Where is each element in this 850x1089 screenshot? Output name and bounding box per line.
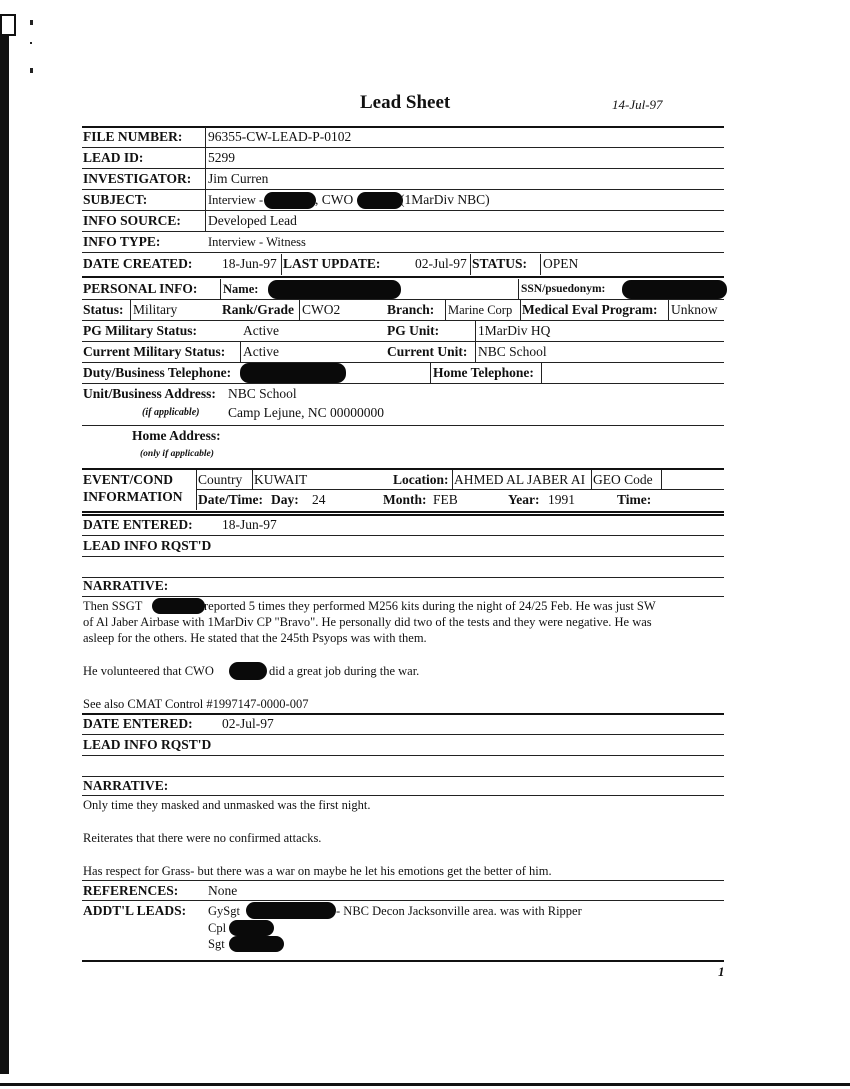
home-tel-label: Home Telephone: <box>433 365 534 380</box>
addtl-leads-label: ADDT'L LEADS: <box>83 903 187 918</box>
info-source-label: INFO SOURCE: <box>83 213 181 228</box>
entry1-rqst-label: LEAD INFO RQST'D <box>83 538 212 553</box>
medical-value: Unknow <box>671 302 718 317</box>
country-label: Country <box>198 472 243 487</box>
lead-id-label: LEAD ID: <box>83 150 144 165</box>
cur-status-label: Current Military Status: <box>83 344 226 359</box>
personal-info-label: PERSONAL INFO: <box>83 281 198 296</box>
entry1-date-value: 18-Jun-97 <box>222 517 277 532</box>
entry2-line2: Reiterates that there were no confirmed attacks. <box>83 831 322 845</box>
info-type-label: INFO TYPE: <box>83 234 161 249</box>
rank-value: CWO2 <box>302 302 341 317</box>
event-label-2: INFORMATION <box>83 489 183 504</box>
branch-value: Marine Corp <box>448 303 513 317</box>
day-label: Day: <box>271 492 299 507</box>
entry1-line1a: Then SSGT <box>83 599 143 613</box>
file-number-value: 96355-CW-LEAD-P-0102 <box>208 129 352 144</box>
if-applicable-note: (if applicable) <box>142 407 200 418</box>
name-label: Name: <box>223 282 259 296</box>
mil-status-label: Status: <box>83 302 124 317</box>
unit-city-value: Camp Lejune, NC 00000000 <box>228 405 384 420</box>
lead-id-value: 5299 <box>208 150 235 165</box>
status-label: STATUS: <box>472 256 528 271</box>
margin-box <box>0 14 16 36</box>
subject-value-b: , CWO <box>315 192 354 207</box>
margin-bracket <box>0 14 19 1074</box>
entry2-line1: Only time they masked and unmasked was the first night. <box>83 798 371 812</box>
redaction-cpl-name <box>229 920 274 936</box>
redaction-gysgt-name <box>246 902 336 919</box>
addtl-line2: Cpl <box>208 921 227 935</box>
medical-label: Medical Eval Program: <box>522 302 658 317</box>
unit-addr-value: NBC School <box>228 386 297 401</box>
entry1-line3: asleep for the others. He stated that the 245th Psyops was with them. <box>83 631 427 645</box>
cur-unit-value: NBC School <box>478 344 547 359</box>
event-label-1: EVENT/COND <box>83 472 174 487</box>
subject-value-c: (1MarDiv NBC) <box>400 192 490 207</box>
mil-status-value: Military <box>133 302 178 317</box>
unit-addr-label: Unit/Business Address: <box>83 386 216 401</box>
subject-label: SUBJECT: <box>83 192 148 207</box>
entry1-line5: See also CMAT Control #1997147-0000-007 <box>83 697 309 711</box>
references-value: None <box>208 883 238 898</box>
addtl-line1a: GySgt <box>208 904 240 918</box>
addtl-line3: Sgt <box>208 937 225 951</box>
geo-code-label: GEO Code <box>593 472 653 487</box>
header-date: 14-Jul-97 <box>612 97 663 112</box>
redaction-sgt-name <box>229 936 284 952</box>
pg-unit-value: 1MarDiv HQ <box>478 323 551 338</box>
rank-label: Rank/Grade <box>222 302 295 317</box>
redaction-subject-name <box>264 192 316 209</box>
location-value: AHMED AL JABER AI <box>454 472 586 487</box>
entry1-line1b: reported 5 times they performed M256 kits during the night of 24/25 Feb. He was just SW <box>204 599 656 613</box>
entry1-date-label: DATE ENTERED: <box>83 517 193 532</box>
time-label: Time: <box>617 492 652 507</box>
entry2-narrative-label: NARRATIVE: <box>83 778 169 793</box>
entry2-line3: Has respect for Grass- but there was a war on maybe he let his emotions get the better of him. <box>83 864 552 878</box>
year-value: 1991 <box>548 492 575 507</box>
duty-tel-label: Duty/Business Telephone: <box>83 365 232 380</box>
ssn-label: SSN/psuedonym: <box>521 283 606 295</box>
only-if-applicable-note: (only if applicable) <box>140 449 214 459</box>
pg-status-value: Active <box>243 323 279 338</box>
status-value: OPEN <box>543 256 579 271</box>
month-value: FEB <box>433 492 458 507</box>
pg-unit-label: PG Unit: <box>387 323 440 338</box>
last-update-label: LAST UPDATE: <box>283 256 381 271</box>
entry1-line4b: did a great job during the war. <box>269 664 420 678</box>
redaction-ssn <box>622 280 727 299</box>
references-label: REFERENCES: <box>83 883 179 898</box>
entry1-line4a: He volunteered that CWO <box>83 664 214 678</box>
addtl-line1b: - NBC Decon Jacksonville area. was with Ripper <box>336 904 582 918</box>
subject-value-a: Interview - <box>208 193 264 207</box>
entry1-narrative-label: NARRATIVE: <box>83 578 169 593</box>
page-number: 1 <box>718 964 725 979</box>
entry2-rqst-label: LEAD INFO RQST'D <box>83 737 212 752</box>
page-title: Lead Sheet <box>360 92 451 113</box>
datetime-label: Date/Time: <box>198 492 263 507</box>
location-label: Location: <box>393 472 449 487</box>
entry2-date-label: DATE ENTERED: <box>83 716 193 731</box>
date-created-label: DATE CREATED: <box>83 256 193 271</box>
day-value: 24 <box>312 492 326 507</box>
cur-unit-label: Current Unit: <box>387 344 468 359</box>
date-created-value: 18-Jun-97 <box>222 256 277 271</box>
branch-label: Branch: <box>387 302 435 317</box>
cur-status-value: Active <box>243 344 279 359</box>
country-value: KUWAIT <box>254 472 308 487</box>
file-number-label: FILE NUMBER: <box>83 129 183 144</box>
entry1-line2: of Al Jaber Airbase with 1MarDiv CP "Bravo". He personally did two of the tests and they were negative. He was <box>83 615 652 629</box>
info-source-value: Developed Lead <box>208 213 297 228</box>
home-addr-label: Home Address: <box>132 428 221 443</box>
redaction-cwo-name <box>229 662 267 680</box>
last-update-value: 02-Jul-97 <box>415 256 467 271</box>
redaction-ssgt-name <box>152 598 205 614</box>
month-label: Month: <box>383 492 427 507</box>
investigator-label: INVESTIGATOR: <box>83 171 192 186</box>
year-label: Year: <box>508 492 540 507</box>
bottom-border <box>0 1083 850 1086</box>
redaction-subject-name-2 <box>357 192 403 209</box>
redaction-personal-name <box>268 280 401 299</box>
investigator-value: Jim Curren <box>208 171 269 186</box>
info-type-value: Interview - Witness <box>208 235 306 249</box>
redaction-duty-tel <box>240 363 346 383</box>
entry2-date-value: 02-Jul-97 <box>222 716 274 731</box>
pg-status-label: PG Military Status: <box>83 323 197 338</box>
